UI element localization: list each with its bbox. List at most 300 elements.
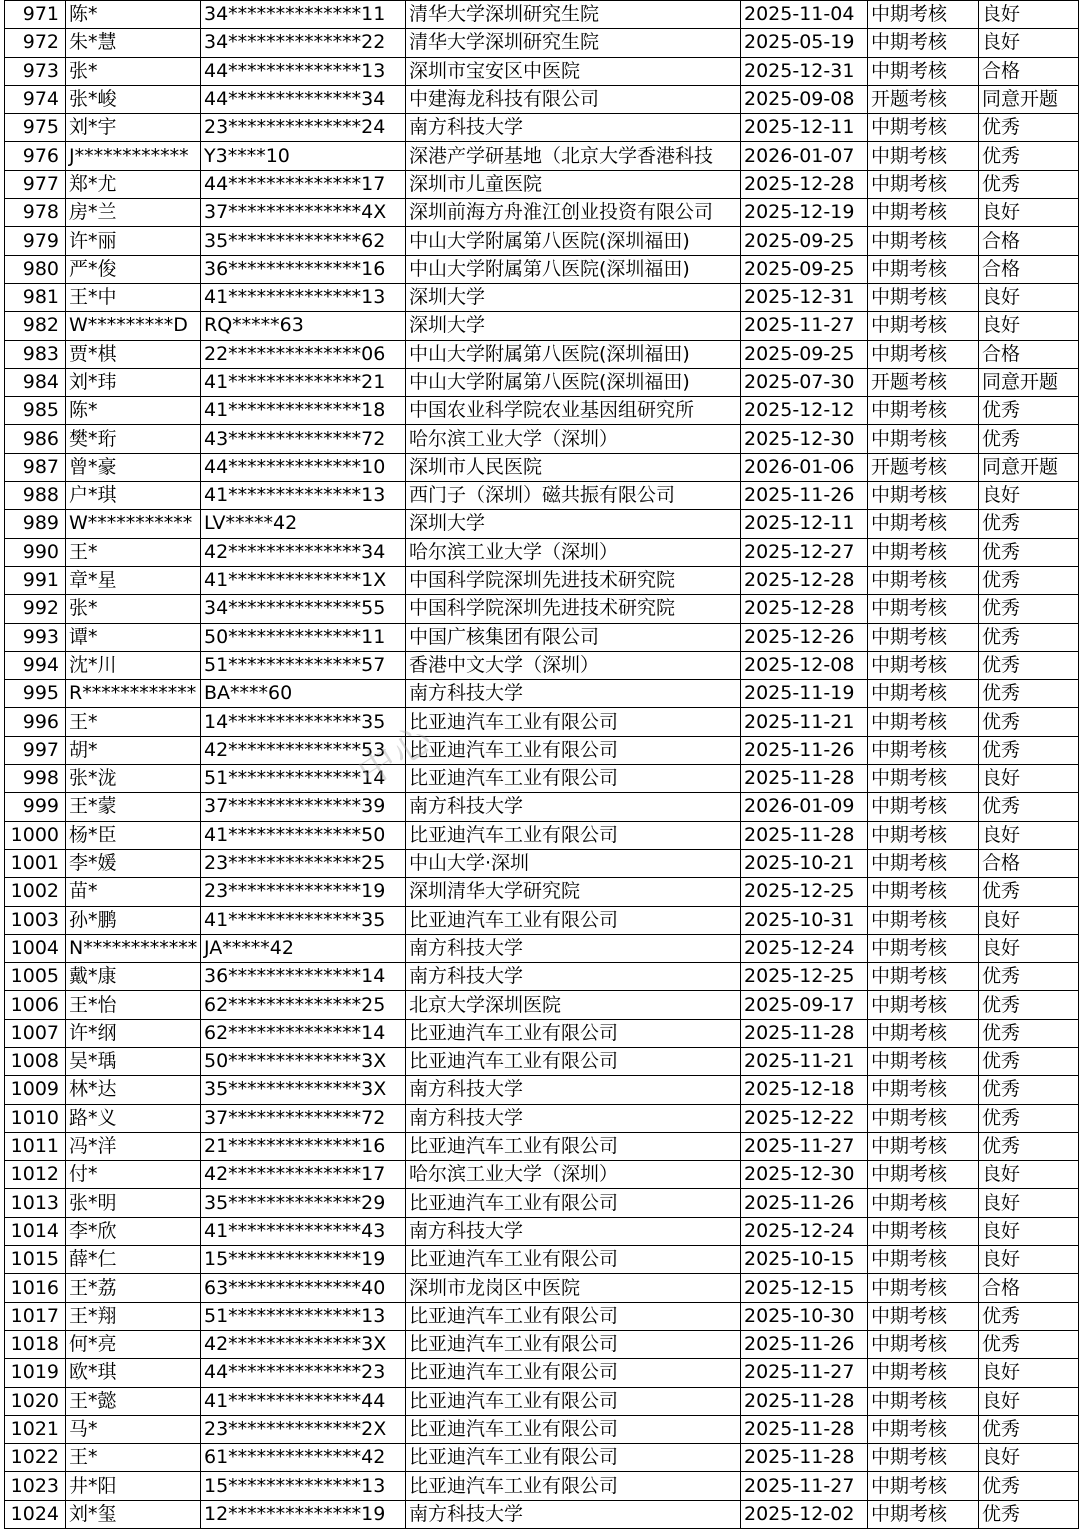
assessment-type-cell: 中期考核 bbox=[868, 1189, 979, 1217]
row-number: 1011 bbox=[5, 1132, 66, 1160]
date-cell: 2025-11-27 bbox=[741, 312, 868, 340]
id-number-cell: 41**************43 bbox=[201, 1217, 406, 1245]
result-cell: 优秀 bbox=[979, 397, 1079, 425]
roster-table bbox=[4, 0, 1079, 1529]
date-cell: 2026-01-07 bbox=[741, 142, 868, 170]
unit-cell: 比亚迪汽车工业有限公司 bbox=[406, 736, 741, 764]
date-cell: 2025-11-19 bbox=[741, 680, 868, 708]
assessment-type-cell: 中期考核 bbox=[868, 963, 979, 991]
unit-cell: 比亚迪汽车工业有限公司 bbox=[406, 1330, 741, 1358]
name-cell: 许*丽 bbox=[66, 227, 201, 255]
assessment-type-cell: 中期考核 bbox=[868, 1019, 979, 1047]
row-number: 986 bbox=[5, 425, 66, 453]
row-number: 972 bbox=[5, 29, 66, 57]
id-number-cell: 42**************53 bbox=[201, 736, 406, 764]
result-cell: 优秀 bbox=[979, 963, 1079, 991]
row-number: 973 bbox=[5, 57, 66, 85]
row-number: 1021 bbox=[5, 1415, 66, 1443]
id-number-cell: 62**************25 bbox=[201, 991, 406, 1019]
row-number: 1023 bbox=[5, 1472, 66, 1500]
id-number-cell: 63**************40 bbox=[201, 1274, 406, 1302]
date-cell: 2025-11-28 bbox=[741, 1444, 868, 1472]
assessment-type-cell: 中期考核 bbox=[868, 1161, 979, 1189]
assessment-type-cell: 中期考核 bbox=[868, 170, 979, 198]
table-row bbox=[5, 963, 1079, 991]
assessment-type-cell: 中期考核 bbox=[868, 1387, 979, 1415]
name-cell: 陈* bbox=[66, 397, 201, 425]
assessment-type-cell: 中期考核 bbox=[868, 1076, 979, 1104]
table-row bbox=[5, 1217, 1079, 1245]
table-row bbox=[5, 510, 1079, 538]
row-number: 987 bbox=[5, 453, 66, 481]
name-cell: 路*义 bbox=[66, 1104, 201, 1132]
result-cell: 良好 bbox=[979, 1189, 1079, 1217]
id-number-cell: 41**************21 bbox=[201, 368, 406, 396]
row-number: 1013 bbox=[5, 1189, 66, 1217]
date-cell: 2025-12-12 bbox=[741, 397, 868, 425]
unit-cell: 中国科学院深圳先进技术研究院 bbox=[406, 595, 741, 623]
date-cell: 2025-12-24 bbox=[741, 1217, 868, 1245]
name-cell: 苗* bbox=[66, 878, 201, 906]
unit-cell: 深圳市儿童医院 bbox=[406, 170, 741, 198]
assessment-type-cell: 中期考核 bbox=[868, 878, 979, 906]
assessment-type-cell: 中期考核 bbox=[868, 397, 979, 425]
assessment-type-cell: 中期考核 bbox=[868, 199, 979, 227]
result-cell: 优秀 bbox=[979, 1132, 1079, 1160]
table-row bbox=[5, 1104, 1079, 1132]
id-number-cell: 41**************18 bbox=[201, 397, 406, 425]
result-cell: 优秀 bbox=[979, 425, 1079, 453]
name-cell: 李*媛 bbox=[66, 849, 201, 877]
table-row bbox=[5, 1274, 1079, 1302]
id-number-cell: 23**************19 bbox=[201, 878, 406, 906]
table-row bbox=[5, 255, 1079, 283]
date-cell: 2025-12-19 bbox=[741, 199, 868, 227]
id-number-cell: 51**************13 bbox=[201, 1302, 406, 1330]
table-row bbox=[5, 566, 1079, 594]
result-cell: 优秀 bbox=[979, 1472, 1079, 1500]
assessment-type-cell: 中期考核 bbox=[868, 1104, 979, 1132]
assessment-type-cell: 中期考核 bbox=[868, 1444, 979, 1472]
table-row bbox=[5, 57, 1079, 85]
table-row bbox=[5, 1161, 1079, 1189]
table-row bbox=[5, 1076, 1079, 1104]
row-number: 997 bbox=[5, 736, 66, 764]
row-number: 1024 bbox=[5, 1500, 66, 1528]
name-cell: 孙*鹏 bbox=[66, 906, 201, 934]
id-number-cell: 21**************16 bbox=[201, 1132, 406, 1160]
name-cell: 冯*洋 bbox=[66, 1132, 201, 1160]
unit-cell: 中建海龙科技有限公司 bbox=[406, 85, 741, 113]
unit-cell: 深圳大学 bbox=[406, 283, 741, 311]
unit-cell: 比亚迪汽车工业有限公司 bbox=[406, 906, 741, 934]
assessment-type-cell: 开题考核 bbox=[868, 368, 979, 396]
unit-cell: 比亚迪汽车工业有限公司 bbox=[406, 708, 741, 736]
result-cell: 合格 bbox=[979, 57, 1079, 85]
result-cell: 优秀 bbox=[979, 991, 1079, 1019]
row-number: 1020 bbox=[5, 1387, 66, 1415]
id-number-cell: 43**************72 bbox=[201, 425, 406, 453]
id-number-cell: BA****60 bbox=[201, 680, 406, 708]
name-cell: 曾*豪 bbox=[66, 453, 201, 481]
name-cell: 王* bbox=[66, 538, 201, 566]
row-number: 1002 bbox=[5, 878, 66, 906]
id-number-cell: 51**************14 bbox=[201, 765, 406, 793]
row-number: 994 bbox=[5, 651, 66, 679]
table-row bbox=[5, 1132, 1079, 1160]
table-row bbox=[5, 934, 1079, 962]
result-cell: 优秀 bbox=[979, 623, 1079, 651]
result-cell: 优秀 bbox=[979, 1076, 1079, 1104]
name-cell: 付* bbox=[66, 1161, 201, 1189]
date-cell: 2025-09-17 bbox=[741, 991, 868, 1019]
date-cell: 2025-11-28 bbox=[741, 1387, 868, 1415]
row-number: 974 bbox=[5, 85, 66, 113]
unit-cell: 比亚迪汽车工业有限公司 bbox=[406, 821, 741, 849]
row-number: 1017 bbox=[5, 1302, 66, 1330]
date-cell: 2025-12-15 bbox=[741, 1274, 868, 1302]
assessment-type-cell: 中期考核 bbox=[868, 425, 979, 453]
date-cell: 2025-12-28 bbox=[741, 595, 868, 623]
name-cell: 戴*康 bbox=[66, 963, 201, 991]
result-cell: 良好 bbox=[979, 1444, 1079, 1472]
id-number-cell: 34**************55 bbox=[201, 595, 406, 623]
unit-cell: 清华大学深圳研究生院 bbox=[406, 29, 741, 57]
id-number-cell: 42**************34 bbox=[201, 538, 406, 566]
unit-cell: 清华大学深圳研究生院 bbox=[406, 1, 741, 29]
watermark: 中心 bbox=[349, 715, 441, 795]
assessment-type-cell: 中期考核 bbox=[868, 29, 979, 57]
id-number-cell: 50**************11 bbox=[201, 623, 406, 651]
row-number: 985 bbox=[5, 397, 66, 425]
table-row bbox=[5, 1330, 1079, 1358]
result-cell: 合格 bbox=[979, 1274, 1079, 1302]
name-cell: J************ bbox=[66, 142, 201, 170]
table-row bbox=[5, 680, 1079, 708]
name-cell: 张*明 bbox=[66, 1189, 201, 1217]
table-row bbox=[5, 1415, 1079, 1443]
assessment-type-cell: 中期考核 bbox=[868, 651, 979, 679]
row-number: 999 bbox=[5, 793, 66, 821]
table-row bbox=[5, 283, 1079, 311]
assessment-type-cell: 中期考核 bbox=[868, 680, 979, 708]
date-cell: 2025-12-11 bbox=[741, 114, 868, 142]
id-number-cell: 14**************35 bbox=[201, 708, 406, 736]
name-cell: 谭* bbox=[66, 623, 201, 651]
row-number: 996 bbox=[5, 708, 66, 736]
assessment-type-cell: 中期考核 bbox=[868, 340, 979, 368]
assessment-type-cell: 中期考核 bbox=[868, 566, 979, 594]
name-cell: 张*泷 bbox=[66, 765, 201, 793]
result-cell: 良好 bbox=[979, 765, 1079, 793]
table-row bbox=[5, 397, 1079, 425]
row-number: 1000 bbox=[5, 821, 66, 849]
date-cell: 2025-11-27 bbox=[741, 1359, 868, 1387]
assessment-type-cell: 中期考核 bbox=[868, 906, 979, 934]
id-number-cell: 15**************19 bbox=[201, 1246, 406, 1274]
row-number: 983 bbox=[5, 340, 66, 368]
date-cell: 2025-11-28 bbox=[741, 821, 868, 849]
result-cell: 良好 bbox=[979, 1, 1079, 29]
name-cell: 房*兰 bbox=[66, 199, 201, 227]
date-cell: 2025-12-18 bbox=[741, 1076, 868, 1104]
name-cell: 胡* bbox=[66, 736, 201, 764]
id-number-cell: Y3****10 bbox=[201, 142, 406, 170]
table-row bbox=[5, 1, 1079, 29]
row-number: 993 bbox=[5, 623, 66, 651]
table-row bbox=[5, 623, 1079, 651]
result-cell: 良好 bbox=[979, 1246, 1079, 1274]
id-number-cell: 35**************62 bbox=[201, 227, 406, 255]
row-number: 998 bbox=[5, 765, 66, 793]
result-cell: 优秀 bbox=[979, 1104, 1079, 1132]
id-number-cell: 37**************72 bbox=[201, 1104, 406, 1132]
unit-cell: 深圳市人民医院 bbox=[406, 453, 741, 481]
name-cell: 郑*尤 bbox=[66, 170, 201, 198]
id-number-cell: 35**************3X bbox=[201, 1076, 406, 1104]
table-row bbox=[5, 878, 1079, 906]
assessment-type-cell: 中期考核 bbox=[868, 991, 979, 1019]
name-cell: 贾*棋 bbox=[66, 340, 201, 368]
name-cell: 章*星 bbox=[66, 566, 201, 594]
table-row bbox=[5, 1189, 1079, 1217]
row-number: 976 bbox=[5, 142, 66, 170]
name-cell: 王*翔 bbox=[66, 1302, 201, 1330]
table-row bbox=[5, 1359, 1079, 1387]
result-cell: 良好 bbox=[979, 906, 1079, 934]
row-number: 1008 bbox=[5, 1047, 66, 1075]
unit-cell: 南方科技大学 bbox=[406, 1076, 741, 1104]
unit-cell: 比亚迪汽车工业有限公司 bbox=[406, 1472, 741, 1500]
id-number-cell: 23**************24 bbox=[201, 114, 406, 142]
id-number-cell: 35**************29 bbox=[201, 1189, 406, 1217]
unit-cell: 南方科技大学 bbox=[406, 114, 741, 142]
result-cell: 良好 bbox=[979, 283, 1079, 311]
date-cell: 2025-09-25 bbox=[741, 255, 868, 283]
id-number-cell: 41**************50 bbox=[201, 821, 406, 849]
name-cell: 吴*瑀 bbox=[66, 1047, 201, 1075]
date-cell: 2025-11-26 bbox=[741, 1189, 868, 1217]
name-cell: 何*亮 bbox=[66, 1330, 201, 1358]
result-cell: 同意开题 bbox=[979, 85, 1079, 113]
date-cell: 2025-11-28 bbox=[741, 1019, 868, 1047]
row-number: 989 bbox=[5, 510, 66, 538]
unit-cell: 比亚迪汽车工业有限公司 bbox=[406, 1189, 741, 1217]
assessment-type-cell: 中期考核 bbox=[868, 510, 979, 538]
assessment-type-cell: 开题考核 bbox=[868, 453, 979, 481]
assessment-type-cell: 中期考核 bbox=[868, 793, 979, 821]
name-cell: 李*欣 bbox=[66, 1217, 201, 1245]
result-cell: 优秀 bbox=[979, 142, 1079, 170]
result-cell: 良好 bbox=[979, 199, 1079, 227]
unit-cell: 比亚迪汽车工业有限公司 bbox=[406, 1047, 741, 1075]
result-cell: 优秀 bbox=[979, 1415, 1079, 1443]
assessment-type-cell: 中期考核 bbox=[868, 1047, 979, 1075]
id-number-cell: 36**************14 bbox=[201, 963, 406, 991]
row-number: 990 bbox=[5, 538, 66, 566]
row-number: 1022 bbox=[5, 1444, 66, 1472]
table-row bbox=[5, 199, 1079, 227]
date-cell: 2025-11-21 bbox=[741, 708, 868, 736]
row-number: 1010 bbox=[5, 1104, 66, 1132]
id-number-cell: 23**************2X bbox=[201, 1415, 406, 1443]
table-row bbox=[5, 312, 1079, 340]
date-cell: 2025-09-25 bbox=[741, 227, 868, 255]
date-cell: 2025-09-25 bbox=[741, 340, 868, 368]
row-number: 980 bbox=[5, 255, 66, 283]
table-row bbox=[5, 29, 1079, 57]
name-cell: 张* bbox=[66, 57, 201, 85]
result-cell: 优秀 bbox=[979, 510, 1079, 538]
result-cell: 同意开题 bbox=[979, 453, 1079, 481]
unit-cell: 比亚迪汽车工业有限公司 bbox=[406, 1444, 741, 1472]
id-number-cell: 41**************13 bbox=[201, 283, 406, 311]
name-cell: 王*怡 bbox=[66, 991, 201, 1019]
row-number: 1012 bbox=[5, 1161, 66, 1189]
row-number: 995 bbox=[5, 680, 66, 708]
id-number-cell: JA*****42 bbox=[201, 934, 406, 962]
table-row bbox=[5, 1387, 1079, 1415]
roster-table-body bbox=[5, 1, 1079, 1529]
unit-cell: 南方科技大学 bbox=[406, 1500, 741, 1528]
result-cell: 优秀 bbox=[979, 651, 1079, 679]
result-cell: 同意开题 bbox=[979, 368, 1079, 396]
result-cell: 优秀 bbox=[979, 566, 1079, 594]
row-number: 1019 bbox=[5, 1359, 66, 1387]
row-number: 1007 bbox=[5, 1019, 66, 1047]
unit-cell: 南方科技大学 bbox=[406, 1217, 741, 1245]
table-row bbox=[5, 170, 1079, 198]
id-number-cell: 41**************35 bbox=[201, 906, 406, 934]
row-number: 984 bbox=[5, 368, 66, 396]
result-cell: 良好 bbox=[979, 1359, 1079, 1387]
assessment-type-cell: 中期考核 bbox=[868, 1302, 979, 1330]
date-cell: 2025-12-28 bbox=[741, 170, 868, 198]
table-row bbox=[5, 368, 1079, 396]
row-number: 982 bbox=[5, 312, 66, 340]
date-cell: 2025-12-22 bbox=[741, 1104, 868, 1132]
result-cell: 优秀 bbox=[979, 793, 1079, 821]
unit-cell: 南方科技大学 bbox=[406, 934, 741, 962]
row-number: 1015 bbox=[5, 1246, 66, 1274]
table-row bbox=[5, 708, 1079, 736]
date-cell: 2025-11-26 bbox=[741, 482, 868, 510]
result-cell: 合格 bbox=[979, 849, 1079, 877]
date-cell: 2025-11-27 bbox=[741, 1132, 868, 1160]
result-cell: 优秀 bbox=[979, 680, 1079, 708]
assessment-type-cell: 中期考核 bbox=[868, 283, 979, 311]
date-cell: 2025-12-31 bbox=[741, 57, 868, 85]
name-cell: W*********** bbox=[66, 510, 201, 538]
unit-cell: 比亚迪汽车工业有限公司 bbox=[406, 1246, 741, 1274]
unit-cell: 比亚迪汽车工业有限公司 bbox=[406, 1415, 741, 1443]
name-cell: 朱*慧 bbox=[66, 29, 201, 57]
row-number: 1001 bbox=[5, 849, 66, 877]
name-cell: 张*峻 bbox=[66, 85, 201, 113]
result-cell: 良好 bbox=[979, 312, 1079, 340]
row-number: 1005 bbox=[5, 963, 66, 991]
assessment-type-cell: 中期考核 bbox=[868, 1, 979, 29]
unit-cell: 中山大学附属第八医院(深圳福田) bbox=[406, 340, 741, 368]
result-cell: 优秀 bbox=[979, 538, 1079, 566]
date-cell: 2025-11-26 bbox=[741, 736, 868, 764]
table-row bbox=[5, 1500, 1079, 1528]
row-number: 977 bbox=[5, 170, 66, 198]
date-cell: 2025-10-21 bbox=[741, 849, 868, 877]
assessment-type-cell: 中期考核 bbox=[868, 1274, 979, 1302]
assessment-type-cell: 中期考核 bbox=[868, 849, 979, 877]
result-cell: 优秀 bbox=[979, 170, 1079, 198]
table-row bbox=[5, 227, 1079, 255]
result-cell: 优秀 bbox=[979, 114, 1079, 142]
date-cell: 2025-11-28 bbox=[741, 1415, 868, 1443]
row-number: 991 bbox=[5, 566, 66, 594]
table-row bbox=[5, 142, 1079, 170]
name-cell: 张* bbox=[66, 595, 201, 623]
table-row bbox=[5, 765, 1079, 793]
table-row bbox=[5, 595, 1079, 623]
assessment-type-cell: 中期考核 bbox=[868, 57, 979, 85]
id-number-cell: 50**************3X bbox=[201, 1047, 406, 1075]
id-number-cell: 41**************13 bbox=[201, 482, 406, 510]
assessment-type-cell: 开题考核 bbox=[868, 85, 979, 113]
unit-cell: 南方科技大学 bbox=[406, 1104, 741, 1132]
unit-cell: 深圳市龙岗区中医院 bbox=[406, 1274, 741, 1302]
unit-cell: 哈尔滨工业大学（深圳） bbox=[406, 1161, 741, 1189]
unit-cell: 深圳市宝安区中医院 bbox=[406, 57, 741, 85]
row-number: 1009 bbox=[5, 1076, 66, 1104]
date-cell: 2025-12-11 bbox=[741, 510, 868, 538]
date-cell: 2025-12-25 bbox=[741, 878, 868, 906]
table-row bbox=[5, 1472, 1079, 1500]
assessment-type-cell: 中期考核 bbox=[868, 1217, 979, 1245]
assessment-type-cell: 中期考核 bbox=[868, 765, 979, 793]
row-number: 1004 bbox=[5, 934, 66, 962]
date-cell: 2025-12-28 bbox=[741, 566, 868, 594]
result-cell: 优秀 bbox=[979, 1302, 1079, 1330]
assessment-type-cell: 中期考核 bbox=[868, 1500, 979, 1528]
result-cell: 良好 bbox=[979, 482, 1079, 510]
date-cell: 2025-12-31 bbox=[741, 283, 868, 311]
result-cell: 优秀 bbox=[979, 595, 1079, 623]
result-cell: 良好 bbox=[979, 821, 1079, 849]
unit-cell: 深圳前海方舟淮江创业投资有限公司 bbox=[406, 199, 741, 227]
assessment-type-cell: 中期考核 bbox=[868, 142, 979, 170]
table-row bbox=[5, 482, 1079, 510]
result-cell: 优秀 bbox=[979, 708, 1079, 736]
table-row bbox=[5, 1019, 1079, 1047]
id-number-cell: 41**************1X bbox=[201, 566, 406, 594]
assessment-type-cell: 中期考核 bbox=[868, 538, 979, 566]
id-number-cell: 37**************39 bbox=[201, 793, 406, 821]
assessment-type-cell: 中期考核 bbox=[868, 227, 979, 255]
table-row bbox=[5, 906, 1079, 934]
row-number: 1016 bbox=[5, 1274, 66, 1302]
unit-cell: 哈尔滨工业大学（深圳） bbox=[406, 425, 741, 453]
name-cell: 王*懿 bbox=[66, 1387, 201, 1415]
assessment-type-cell: 中期考核 bbox=[868, 114, 979, 142]
assessment-type-cell: 中期考核 bbox=[868, 934, 979, 962]
result-cell: 优秀 bbox=[979, 878, 1079, 906]
name-cell: 刘*玮 bbox=[66, 368, 201, 396]
assessment-type-cell: 中期考核 bbox=[868, 821, 979, 849]
name-cell: 王* bbox=[66, 1444, 201, 1472]
row-number: 981 bbox=[5, 283, 66, 311]
table-row bbox=[5, 991, 1079, 1019]
assessment-type-cell: 中期考核 bbox=[868, 1359, 979, 1387]
date-cell: 2025-11-28 bbox=[741, 765, 868, 793]
unit-cell: 比亚迪汽车工业有限公司 bbox=[406, 1302, 741, 1330]
